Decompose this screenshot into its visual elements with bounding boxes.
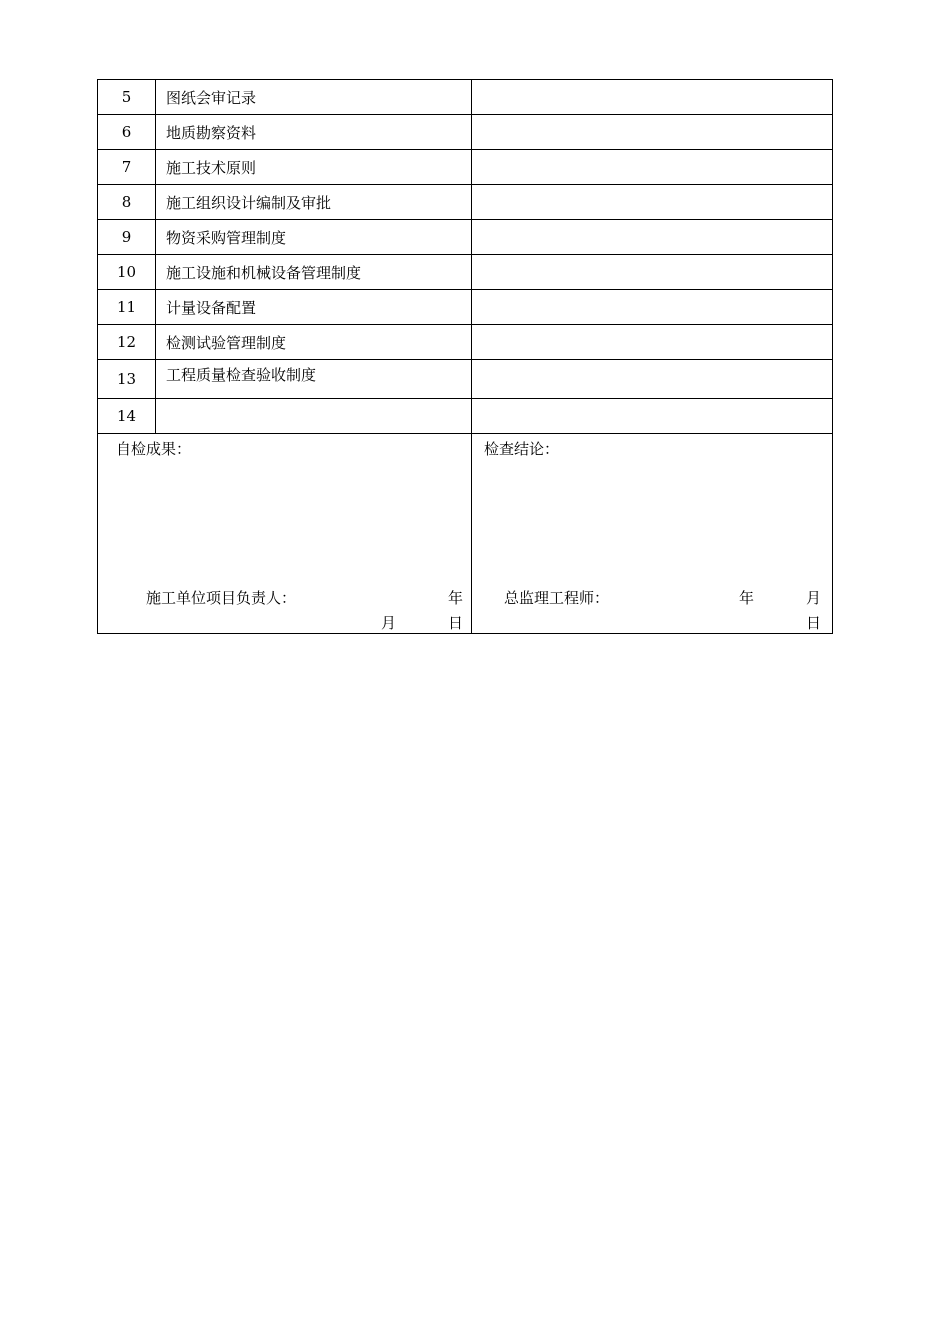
result-cell[interactable] [472,220,833,255]
checklist-table [97,79,833,634]
row-number: 8 [98,185,156,220]
result-cell[interactable] [472,325,833,360]
table-row [98,399,833,434]
table-row [98,150,833,185]
result-cell[interactable] [472,360,833,399]
row-number: 10 [98,255,156,290]
inspection-day: 日 [806,614,822,632]
checklist-body [98,80,833,634]
self-check-heading: 自检成果： [116,440,192,458]
result-cell[interactable] [472,255,833,290]
check-item: 检测试验管理制度 [156,325,472,360]
table-row [98,325,833,360]
inspection-month: 月 [806,589,822,607]
signature-row [98,434,833,634]
check-item[interactable] [156,399,472,434]
table-row [98,220,833,255]
chief-engineer-label: 总监理工程师： [504,589,610,607]
result-cell[interactable] [472,399,833,434]
row-number: 11 [98,290,156,325]
check-item: 计量设备配置 [156,290,472,325]
row-number: 5 [98,80,156,115]
check-item: 工程质量检查验收制度 [156,360,472,399]
inspection-year: 年 [739,589,755,607]
check-item: 施工组织设计编制及审批 [156,185,472,220]
self-check-day: 日 [448,614,464,632]
table-row [98,80,833,115]
result-cell[interactable] [472,185,833,220]
table-row [98,185,833,220]
row-number: 7 [98,150,156,185]
self-check-cell[interactable] [98,434,472,634]
self-check-year: 年 [448,589,464,607]
inspection-form [97,79,832,634]
result-cell[interactable] [472,290,833,325]
check-item: 物资采购管理制度 [156,220,472,255]
row-number: 14 [98,399,156,434]
row-number: 9 [98,220,156,255]
inspection-cell[interactable] [472,434,833,634]
check-item: 图纸会审记录 [156,80,472,115]
self-check-month: 月 [381,614,397,632]
inspection-heading: 检查结论： [484,440,560,458]
check-item: 地质勘察资料 [156,115,472,150]
result-cell[interactable] [472,80,833,115]
row-number: 6 [98,115,156,150]
row-number: 13 [98,360,156,399]
result-cell[interactable] [472,150,833,185]
table-row [98,255,833,290]
result-cell[interactable] [472,115,833,150]
check-item: 施工技术原则 [156,150,472,185]
row-number: 12 [98,325,156,360]
contractor-signer-label: 施工单位项目负责人： [146,589,297,607]
table-row [98,360,833,399]
check-item: 施工设施和机械设备管理制度 [156,255,472,290]
table-row [98,115,833,150]
table-row [98,290,833,325]
